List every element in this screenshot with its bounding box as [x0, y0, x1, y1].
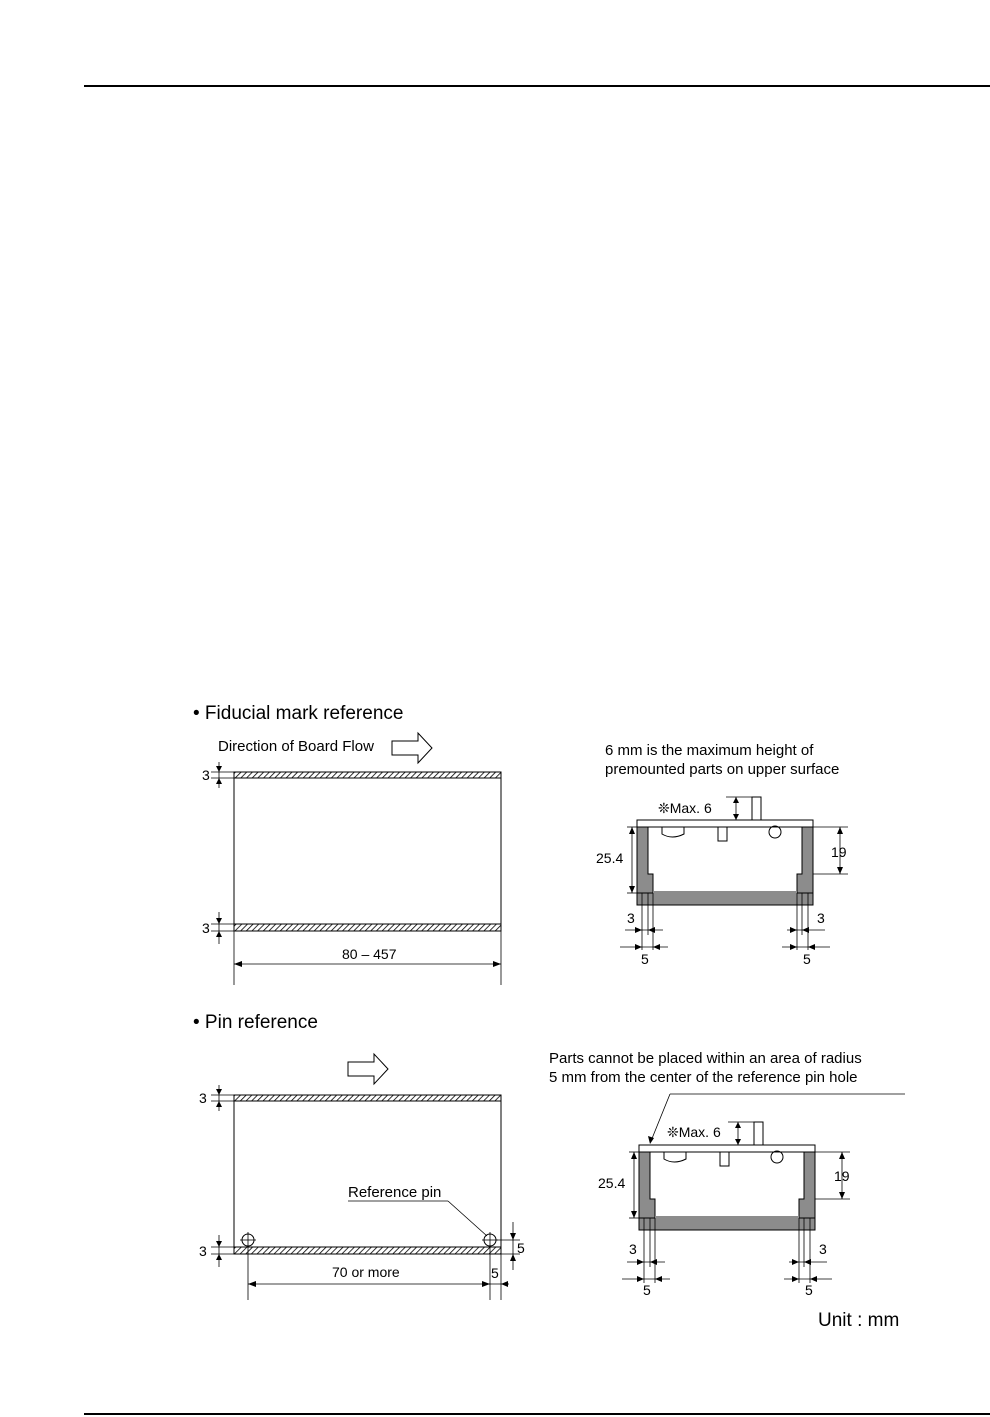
pin-cross-section: [622, 1094, 905, 1283]
fiducial-cross-section: [620, 797, 848, 950]
fiducial-dim-left-3: 3: [627, 910, 635, 926]
fiducial-board-outline: [234, 772, 501, 931]
fiducial-note-line-1: 6 mm is the maximum height of: [605, 742, 814, 759]
pin-dim-width: 70 or more: [332, 1264, 400, 1280]
pin-max-6-label: ❊Max. 6: [667, 1124, 721, 1140]
fiducial-bottom-strip: [234, 924, 501, 931]
fiducial-dim-right-3: 3: [817, 910, 825, 926]
fiducial-heading: • Fiducial mark reference: [193, 703, 404, 724]
fiducial-dim-top-3: 3: [202, 767, 210, 783]
pin-dim-top-3: 3: [199, 1090, 207, 1106]
flow-arrow-icon: [392, 733, 432, 763]
fiducial-dim-25-4: 25.4: [596, 850, 624, 866]
pin-dim-5-vertical: 5: [517, 1240, 525, 1256]
pin-dim-19: 19: [834, 1168, 850, 1184]
pin-dim-25-4: 25.4: [598, 1175, 626, 1191]
reference-pin-label: Reference pin: [348, 1184, 442, 1201]
pin-dim-left-3: 3: [629, 1241, 637, 1257]
pin-note-line-2: 5 mm from the center of the reference pin hole: [549, 1069, 858, 1086]
flow-arrow-icon-2: [348, 1054, 388, 1084]
fiducial-note-line-2: premounted parts on upper surface: [605, 761, 840, 778]
pcb-board-1: [637, 820, 813, 827]
pin-dim-left-5: 5: [643, 1282, 651, 1298]
pin-dim-right-5: 5: [805, 1282, 813, 1298]
flow-direction-label: Direction of Board Flow: [218, 738, 374, 755]
pin-board-outline: [234, 1095, 501, 1254]
fiducial-max-6-label: ❊Max. 6: [658, 800, 712, 816]
fiducial-dim-left-5: 5: [641, 951, 649, 967]
pin-heading: • Pin reference: [193, 1012, 318, 1033]
pin-dim-5-horizontal: 5: [491, 1265, 499, 1281]
fiducial-dim-width: 80 – 457: [342, 946, 397, 962]
unit-label: Unit : mm: [818, 1310, 900, 1331]
pin-dim-bottom-3: 3: [199, 1243, 207, 1259]
pin-note-line-1: Parts cannot be placed within an area of radius: [549, 1050, 862, 1067]
fiducial-dim-right-5: 5: [803, 951, 811, 967]
fiducial-dim-bottom-3: 3: [202, 920, 210, 936]
pin-dim-right-3: 3: [819, 1241, 827, 1257]
fiducial-dim-19: 19: [831, 844, 847, 860]
fiducial-top-strip: [234, 772, 501, 778]
